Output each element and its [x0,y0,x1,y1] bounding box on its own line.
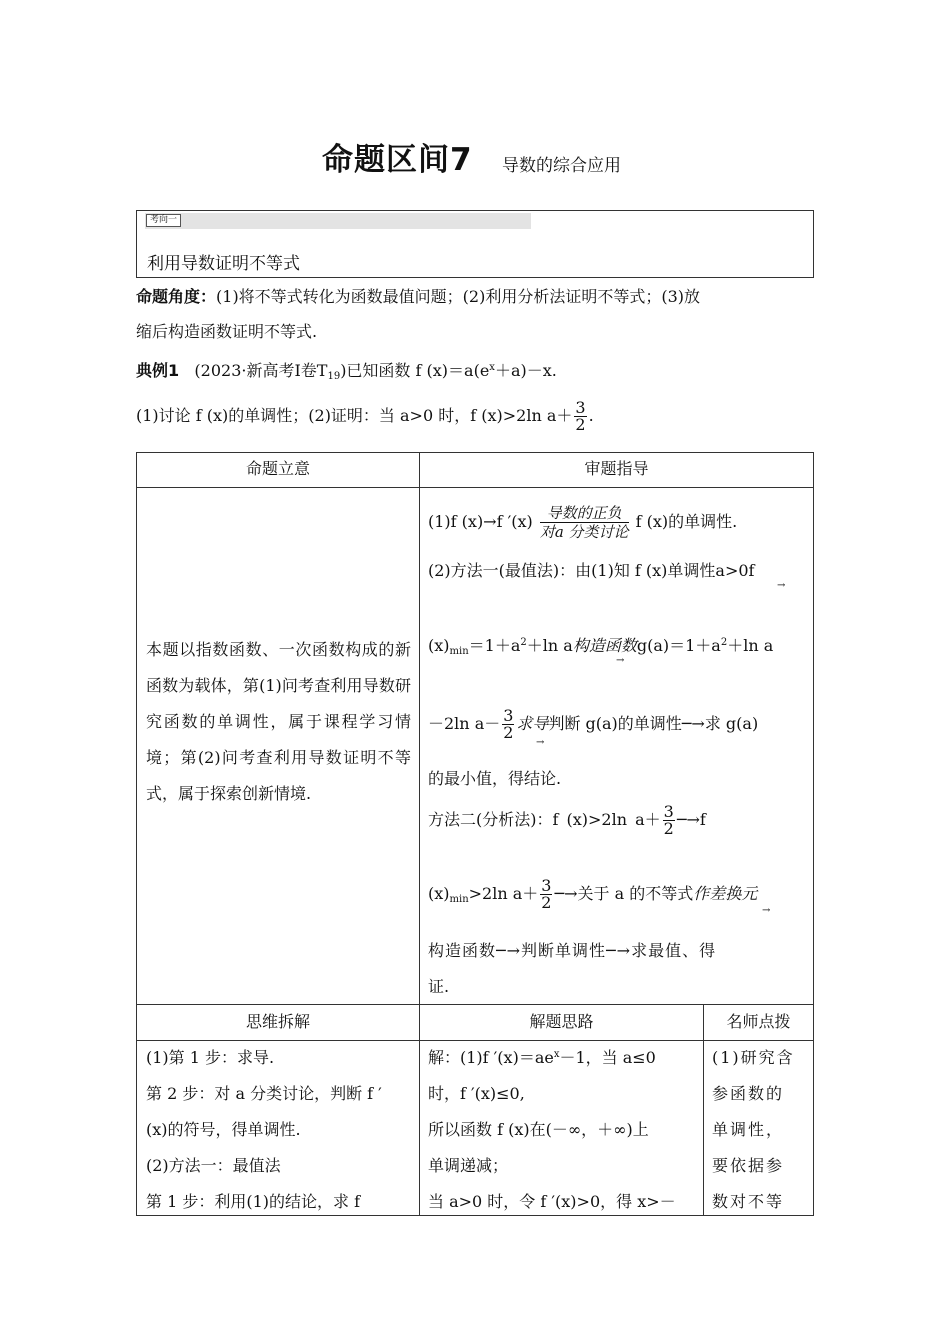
intent-text: 本题以指数函数、一次函数构成的新函数为载体，第(1)问考查利用导数研究函数的单调性，属于课程学习情境；第(2)问考查利用导数证明不等式，属于探索创新情境. [146,640,411,803]
table1-header-intent: 命题立意 [136,452,420,488]
tips-line: (1)研究含 [712,1048,795,1067]
example-question: (1)讨论 f (x)的单调性；(2)证明：当 a>0 时，f (x)>2ln a＋ $\frac{3}{2}$ . [136,398,594,434]
think-line: (1)第 1 步：求导. [146,1048,275,1067]
table2-header-tips: 名师点拨 [703,1004,814,1041]
topic-tag: 考向一 [146,214,181,227]
guide-line-1: (1)f (x)→f ′(x) 导数的正负 对a 分类讨论 f (x)的单调性. [428,504,738,541]
table2-think-cell [136,1040,420,1216]
topic-tag-bar [145,213,531,229]
angle-label: 命题角度： [136,287,217,306]
page-subtitle: 导数的综合应用 [502,156,621,176]
table2-solve-cell [419,1040,704,1216]
example-label: 典例1 [136,361,180,380]
guide-line-6: 方法二(分析法)：f (x)>2ln a＋ $\frac{3}{2}$ ─→f [428,802,706,838]
tips-line: 数对不等 [712,1192,785,1211]
guide-line-8: 构造函数─→判断单调性─→求最值、得 [428,941,717,960]
arrow-icon: → [536,737,545,748]
solve-line: 时，f ′(x)≤0, [428,1084,525,1103]
tips-line: 要依据参 [712,1156,785,1175]
angle-line-2: 缩后构造函数证明不等式. [136,322,318,341]
table2-tips-cell [703,1040,814,1216]
tips-line: 单调性， [712,1120,785,1139]
page-title: 命题区间7 [322,142,473,178]
topic-title: 利用导数证明不等式 [147,254,300,274]
arrow-icon: → [616,655,625,666]
table1-guide-cell [419,487,814,1005]
table2-header-solve: 解题思路 [419,1004,704,1041]
guide-line-9: 证. [428,977,450,996]
solve-line: 当 a>0 时，令 f ′(x)>0，得 x>－ [428,1192,676,1211]
arrow-icon: → [762,905,771,916]
think-line: 第 2 步：对 a 分类讨论，判断 f ′ [146,1084,382,1103]
table1-intent-cell [136,487,420,1005]
angle-line-1: 命题角度：(1)将不等式转化为函数最值问题；(2)利用分析法证明不等式；(3)放 [136,287,701,306]
tips-line: 参函数的 [712,1084,785,1103]
guide-line-4: －2ln a－ $\frac{3}{2}$ 求导判断 g(a)的单调性─→求 g(a) [428,706,759,742]
guide-line-7: $(x)_{min}>2\ln$ a＋ $\frac{3}{2}$ ─→关于 a 的不等式作差换元 [428,876,758,912]
table1-header-guide: 审题指导 [419,452,814,488]
solve-line: 解：(1)f $'(x)=ae^x-1$，当 a≤0 [428,1048,656,1067]
table2-header-think: 思维拆解 [136,1004,420,1041]
guide-line-3: $(x)_{min}=1+a^2+\ln$ a构造函数$g(a)=1+a^2+\ln$ a [428,636,774,657]
solve-line: 所以函数 f (x)在(－∞，＋∞)上 [428,1120,649,1139]
fraction: $\frac{3}{2}$ [575,398,586,434]
topic-box [136,210,814,278]
arrow-icon: → [777,580,786,591]
guide-line-2: (2)方法一(最值法)：由(1)知 f (x)单调性a>0f [428,561,755,580]
guide-line-5: 的最小值，得结论. [428,769,562,788]
think-line: 第 1 步：利用(1)的结论，求 f [146,1192,361,1211]
example-statement: 典例1 (2023·新高考Ⅰ卷$T_{19}$)已知函数 f $(x)=a(e^x+a)-x$. [136,361,557,382]
think-line: (2)方法一：最值法 [146,1156,281,1175]
solve-line: 单调递减； [428,1156,509,1175]
think-line: (x)的符号，得单调性. [146,1120,301,1139]
